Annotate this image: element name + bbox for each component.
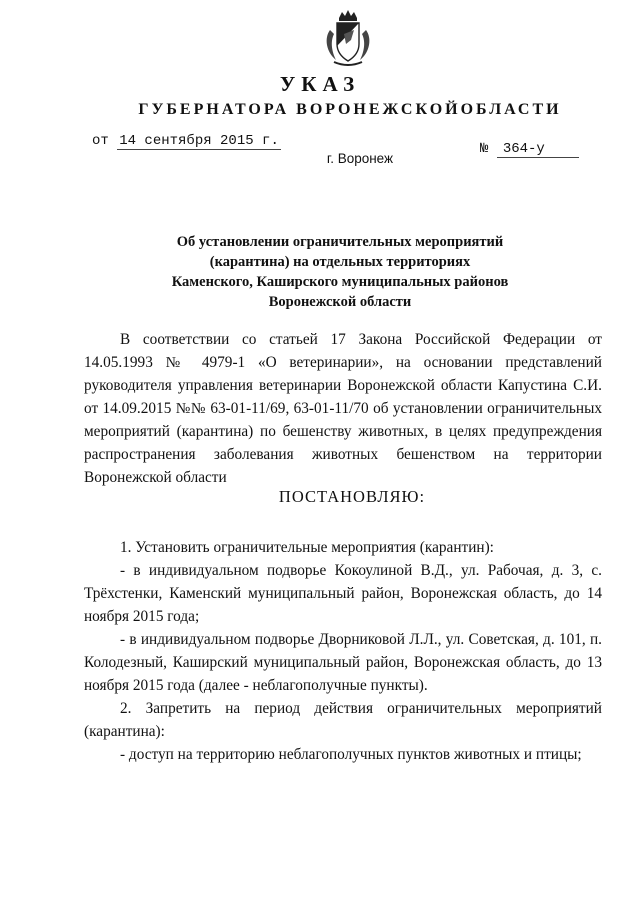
item-paragraph: - в индивидуальном подворье Дворниковой Л.Л., ул. Советская, д. 101, п. Колодезный, Каширский муниципальный район, Воронежская область, до 13 ноября 2015 года (далее - неблагополучные пункты).	[84, 631, 602, 694]
resolve-heading: ПОСТАНОВЛЯЮ:	[278, 487, 426, 506]
number-prefix: №	[480, 141, 489, 157]
subject-line: (карантина) на отдельных территориях	[209, 254, 471, 270]
subject-line: Каменского, Каширского муниципальных районов	[171, 274, 509, 290]
coat-of-arms-emblem	[318, 8, 378, 70]
city-label: г. Воронеж	[326, 151, 394, 166]
date-line	[92, 133, 281, 150]
subject-line: Воронежской области	[268, 294, 412, 310]
item-paragraph: 1. Установить ограничительные мероприятия (карантин):	[120, 539, 494, 556]
document-title: УКАЗ	[279, 72, 361, 96]
item-paragraph: - доступ на территорию неблагополучных пунктов животных и птицы;	[120, 746, 582, 763]
document-issuer: ГУБЕРНАТОРА ВОРОНЕЖСКОЙОБЛАСТИ	[138, 101, 562, 118]
date-prefix: от	[92, 133, 109, 149]
item-paragraph: 2. Запретить на период действия ограничительных мероприятий (карантина):	[84, 700, 602, 740]
items-block	[84, 536, 602, 766]
item-paragraph: - в индивидуальном подворье Кокоулиной В.Д., ул. Рабочая, д. 3, с. Трёхстенки, Каменский муниципальный район, Воронежская область, до 14 ноября 2015 года;	[84, 562, 602, 625]
subject-line: Об установлении ограничительных мероприятий	[176, 234, 504, 250]
preamble-paragraph: В соответствии со статьей 17 Закона Российской Федерации от 14.05.1993 № 4979-1 «О ветеринарии», на основании представлений руководителя управления ветеринарии Воронежской области Капустина С.И. от 14.09.2015 №№ 63-01-11/69, 63-01-11/70 об установлении ограничительных мероприятий (карантина) по бешенству животных, в целях предупреждения распространения заболевания животных бешенством на территории Воронежской области	[84, 331, 602, 486]
date-value: 14 сентября 2015 г.	[119, 133, 279, 149]
preamble-block	[84, 328, 602, 489]
subject-heading	[130, 232, 550, 312]
number-value: 364-у	[497, 141, 579, 158]
